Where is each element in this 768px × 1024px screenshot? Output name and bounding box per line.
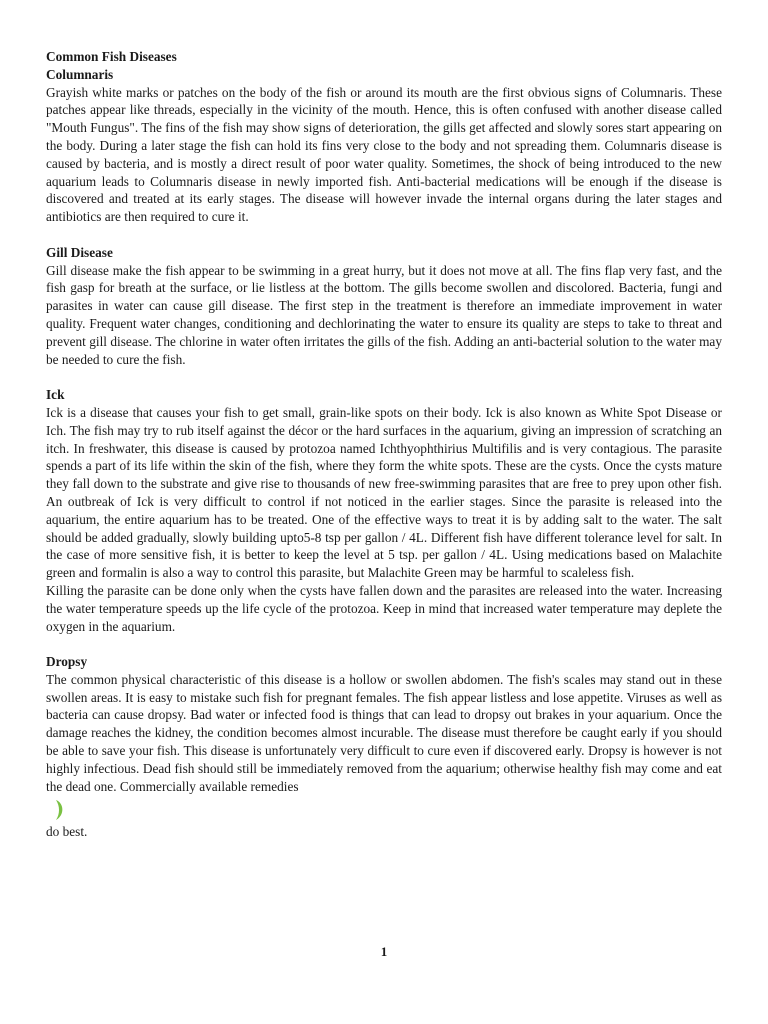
section-dropsy <box>46 653 722 841</box>
section-gill-disease <box>46 244 722 369</box>
document-title: Common Fish Diseases <box>46 49 177 64</box>
section-heading: Gill Disease <box>46 244 113 260</box>
page-number: 1 <box>380 944 388 959</box>
section-heading: Ick <box>46 387 65 403</box>
section-heading: Columnaris <box>46 66 114 82</box>
section-heading: Dropsy <box>46 654 88 670</box>
paragraph: Ick is a disease that causes your fish to get small, grain-like spots on their body. Ick is also known as White Spot Disease or Ich. The fish may try to rub itself against the décor or the hard surfaces in the aquarium, giving an impression of scratching an itch. In freshwater, this disease is caused by protozoa named Ichthyophthirius Multifilis and is very contagious. The parasite spends a part of its life within the skin of the fish, where they form the white spots. These are the cysts. Once the cysts mature they fall down to the substrate and give rise to thousands of new free-swimming parasites that are free to prey upon other fish. An outbreak of Ick is very difficult to control if not noticed in the earlier stages. Since the parasite is released into the aquarium, the entire aquarium has to be treated. One of the effective ways to treat it is by adding salt to the water. The salt should be added gradually, slowly building upto5-8 tsp per gallon / 4L. Different fish have different tolerance level for salt. In the case of more sensitive fish, it is better to keep the level at 5 tsp. per gallon / 4L. Using medications based on Malachite green and formalin is also a way to control this parasite, but Malachite Green may be harmful to scaleless fish. <box>46 404 722 581</box>
paragraph: Gill disease make the fish appear to be swimming in a great hurry, but it does not move at all. The fins flap very fast, and the fish gasp for breath at the surface, or lie listless at the bottom. The gills become swollen and discolored. Bacteria, fungi and parasites in water can cause gill disease. The first step in the treatment is therefore an immediate improvement in water quality. Frequent water changes, conditioning and dechlorinating the water to ensure its quality are steps to take to threat and prevent gill disease. The chlorine in water often irritates the gills of the fish. Adding an anti-bacterial solution to the water may be needed to cure the fish. <box>46 262 722 367</box>
paragraph: Grayish white marks or patches on the body of the fish or around its mouth are the first obvious signs of Columnaris. These patches appear like threads, especially in the vicinity of the mouth. Hence, this is often confused with another disease called "Mouth Fungus". The fins of the fish may show signs of deterioration, the gills get affected and slowly sores start appearing on the body. During a later stage the fish can hold its fins very close to the body and not spreading them. Columnaris disease is caused by bacteria, and is mostly a direct result of poor water quality. Sometimes, the shock of being introduced to the new aquarium leads to Columnaris disease in newly imported fish. Anti-bacterial medications will be enough if the disease is discovered and treated at its early stages. The disease will however invade the internal organs during the later stages and antibiotics are then required to cure it. <box>46 84 722 225</box>
section-columnaris <box>46 66 722 226</box>
section-ick <box>46 386 722 635</box>
paragraph: Killing the parasite can be done only when the cysts have fallen down and the parasites are released into the water. Increasing the water temperature speeds up the life cycle of the protozoa. Keep in mind that increased water temperature may deplete the oxygen in the aquarium. <box>46 582 722 634</box>
paragraph: The common physical characteristic of this disease is a hollow or swollen abdomen. The fish's scales may stand out in these swollen areas. It is easy to mistake such fish for pregnant females. The fish appear listless and lose appetite. Viruses as well as bacteria can cause dropsy. Bad water or infected food is things that can lead to dropsy out brakes in your aquarium. Once the damage reaches the kidney, the condition becomes almost incurable. The disease must therefore be caught early if you should be able to save your fish. This disease is unfortunately very difficult to cure even if discovered early. Dropsy is however is not highly infectious. Dead fish should still be immediately removed from the aquarium; otherwise healthy fish may come and eat the dead one. Commercially available remedies <box>46 671 722 794</box>
paragraph-trailing: do best. <box>46 824 88 840</box>
green-crescent-icon <box>54 799 66 821</box>
